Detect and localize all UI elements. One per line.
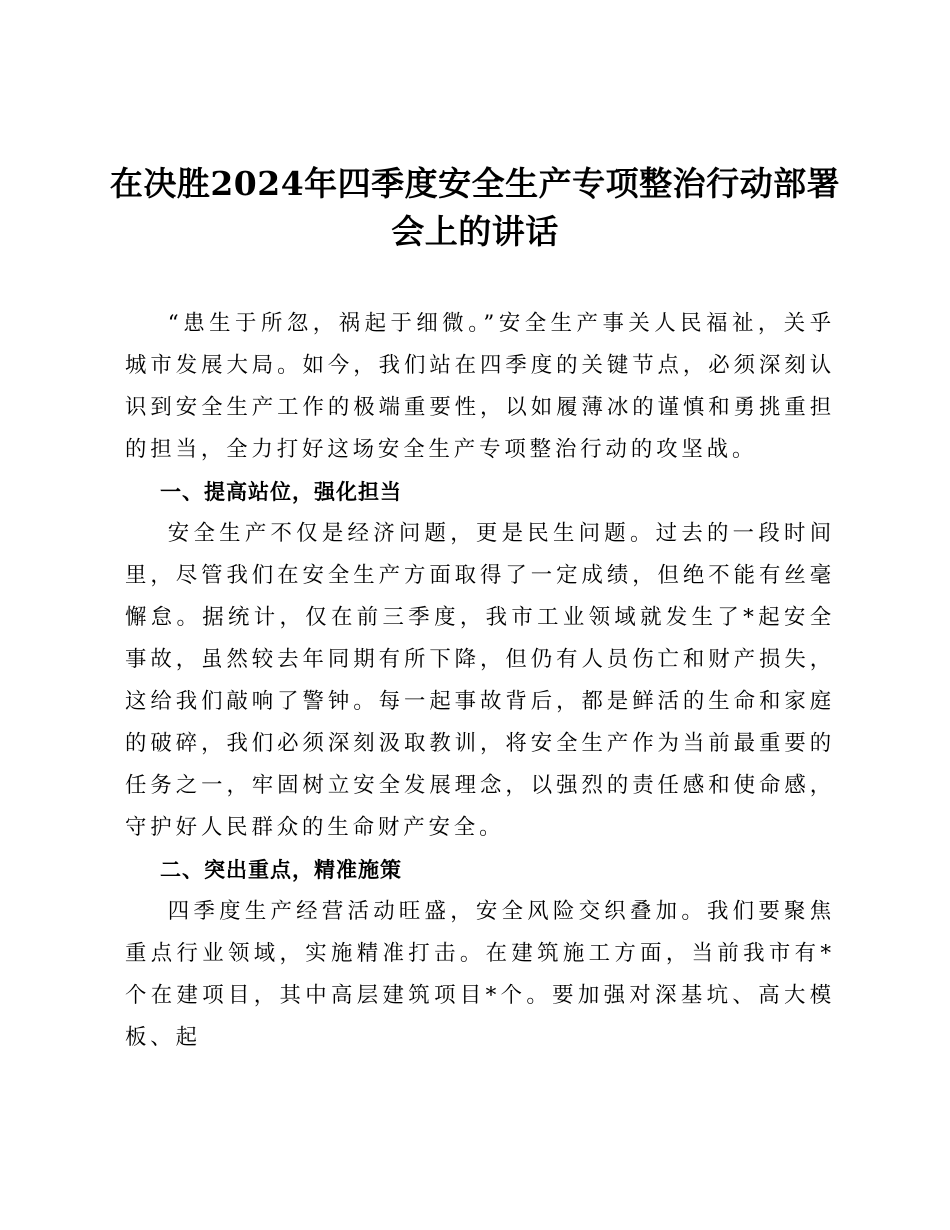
document-body bbox=[125, 303, 835, 1059]
section-2-paragraph: 四季度生产经营活动旺盛，安全风险交织叠加。我们要聚焦重点行业领域，实施精准打击。在建筑施工方面，当前我市有*个在建项目，其中高层建筑项目*个。要加强对深基坑、高大模板、起 bbox=[125, 899, 835, 1050]
page-title: 在决胜2024年四季度安全生产专项整治行动部署会上的讲话 bbox=[109, 164, 841, 251]
section-heading-1: 一、提高站位，强化担当 bbox=[160, 480, 402, 504]
intro-paragraph: “患生于所忽，祸起于细微。”安全生产事关人民福祉，关乎城市发展大局。如今，我们站在四季度的关键节点，必须深刻认识到安全生产工作的极端重要性，以如履薄冰的谨慎和勇挑重担的担当，全力打好这场安全生产专项整治行动的攻坚战。 bbox=[125, 311, 835, 462]
section-1-paragraph: 安全生产不仅是经济问题，更是民生问题。过去的一段时间里，尽管我们在安全生产方面取得了一定成绩，但绝不能有丝毫懈怠。据统计，仅在前三季度，我市工业领域就发生了*起安全事故，虽然较去年同期有所下降，但仍有人员伤亡和财产损失，这给我们敲响了警钟。每一起事故背后，都是鲜活的生命和家庭的破碎，我们必须深刻汲取教训，将安全生产作为当前最重要的任务之一，牢固树立安全发展理念，以强烈的责任感和使命感，守护好人民群众的生命财产安全。 bbox=[125, 521, 835, 840]
section-heading-2: 二、突出重点，精准施策 bbox=[160, 858, 402, 882]
